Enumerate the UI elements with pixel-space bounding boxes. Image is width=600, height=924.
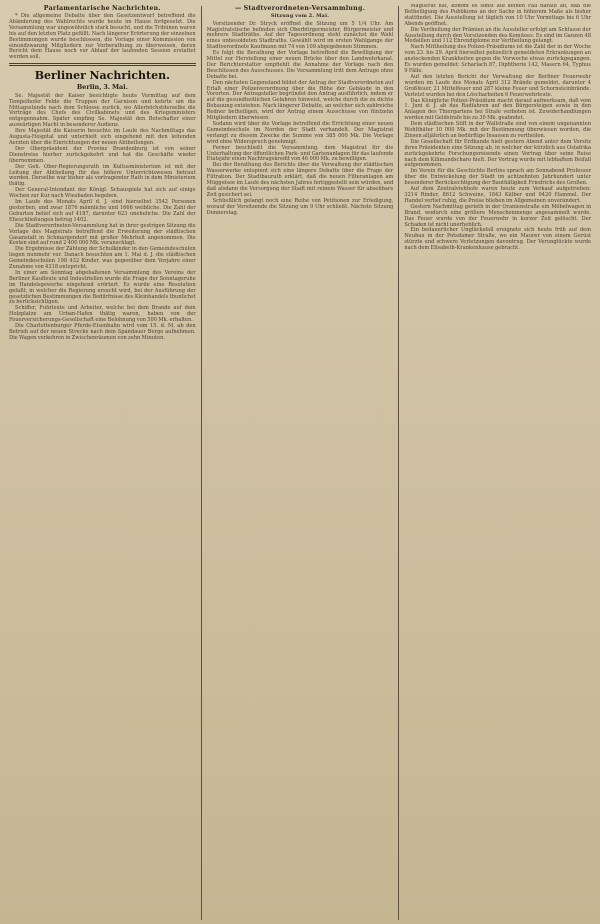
article-paragraph: Magistrat hat, kommt es sonst auf keinen Fall darauf an, daß die Betheiligung des Publikums an der Sache in höherem Maße als bisher stattfindet. Die Ausstellung ist täglich von 10 Uhr Vormittags bis 6 Uhr Abends geöffnet. xyxy=(404,4,592,27)
article-paragraph: Die Gesellschaft für Erdkunde hielt gestern Abend unter dem Vorsitz ihres Präsidenten eine Sitzung ab, in welcher der kürzlich aus Ostafrika zurückgekehrte Forschungsreisende einen Vortrag über seine Reise nach dem Kilimandscharo hielt. Der Vortrag wurde mit lebhaftem Beifall aufgenommen. xyxy=(404,138,592,169)
column-2 xyxy=(202,4,399,922)
article-paragraph: Der Geh. Ober-Regierungsrath im Kultusministerium ist mit der Leitung der Abtheilung für das höhere Unterrichtswesen betraut worden. Derselbe war bisher als vortragender Rath in dem Ministerium thätig. xyxy=(9,163,196,188)
article-paragraph: Das Königliche Polizei-Präsidium macht darauf aufmerksam, daß vom 1. Juni d. J. ab das Radfahren auf den Bürgersteigen sowie in den Anlagen des Thiergartens bei Strafe verboten ist. Zuwiderhandlungen werden mit Geldstrafe bis zu 30 Mk. geahndet. xyxy=(404,97,592,122)
columns xyxy=(4,4,596,922)
article-paragraph: Auf den letzten Bericht der Verwaltung der Berliner Feuerwehr wurden im Laufe des Monats April 312 Brände gemeldet, darunter 4 Großfeuer, 21 Mittelfeuer und 287 kleine Feuer und Schornsteinbrände. Verletzt wurden bei den Löscharbeiten 6 Feuerwehrleute. xyxy=(404,73,592,98)
article-paragraph: Gestern Nachmittag gerieth in der Oranienstraße ein Möbelwagen in Brand, wodurch eine größere Menschenmenge angesammelt wurde. Das Feuer wurde von der Feuerwehr in kurzer Zeit gelöscht. Der Schaden ist nicht unerheblich. xyxy=(404,203,592,228)
article-paragraph: Auf dem Zentralviehhofe waren heute zum Verkauf aufgetrieben: 3214 Rinder, 8612 Schweine, 1843 Kälber und 9420 Hammel. Der Handel verlief ruhig, die Preise blieben im Allgemeinen unverändert. xyxy=(404,186,592,204)
column-3 xyxy=(399,4,596,922)
dateline: Berlin, 3. Mai. xyxy=(76,83,128,92)
article-paragraph: In einer am Sonntag abgehaltenen Versammlung des Vereins der Berliner Kaufleute und Industriellen wurde die Frage der Sonntagsruhe im Handelsgewerbe eingehend erörtert. Es wurde eine Resolution gefaßt, in welcher die Regierung ersucht wird, bei der Ausführung der gesetzlichen Bestimmungen die Bedürfnisse des Kleinhandels thunlichst zu berücksichtigen. xyxy=(9,269,196,306)
column-1 xyxy=(4,4,201,922)
article-paragraph: Die Stadtverordneten-Versammlung hat in ihrer gestrigen Sitzung die Vorlage des Magistrats betreffend die Erweiterung der städtischen Gasanstalt in Schmargendorf mit großer Mehrheit angenommen. Die Kosten sind auf rund 2 400 000 Mk. veranschlagt. xyxy=(9,222,196,247)
article-paragraph: Es folgt die Berathung der Vorlage betreffend die Bewilligung der Mittel zur Herstellung einer neuen Brücke über den Landwehrkanal. Der Berichterstatter empfiehlt die Annahme der Vorlage nach den Beschlüssen des Ausschusses. Die Versammlung tritt dem Antrage ohne Debatte bei. xyxy=(206,50,394,80)
article-paragraph: Ihre Majestät die Kaiserin besuchte im Laufe des Nachmittags das Augusta-Hospital und unterhielt sich eingehend mit den leitenden Aerzten über die Einrichtungen der neuen Abtheilungen. xyxy=(9,128,196,146)
article-paragraph: Im Laufe des Monats April d. J. sind hierselbst 3542 Personen gestorben, und zwar 1876 männliche und 1666 weibliche. Die Zahl der Geburten belief sich auf 4187, darunter 623 uneheliche. Die Zahl der Eheschließungen betrug 1402. xyxy=(9,199,196,223)
article-paragraph: Die Vertheilung der Prämien an die Aussteller erfolgt am Schlusse der Ausstellung durch den Vorsitzenden des Komitees. Es sind im Ganzen 48 Medaillen und 112 Ehrendiplome zur Vertheilung gelangt. xyxy=(404,26,592,45)
council-subheading: Sitzung vom 2. Mai. xyxy=(270,13,330,19)
article-paragraph: Bei der Berathung des Berichts über die Verwaltung der städtischen Wasserwerke entspinnt sich eine längere Debatte über die Frage der Filtration. Der Stadtbaurath erklärt, daß die neuen Filteranlagen am Müggelsee im Laufe des nächsten Jahres fertiggestellt sein würden, und daß alsdann die Versorgung der Stadt mit reinem Wasser für absehbare Zeit gesichert sei. xyxy=(206,162,394,198)
article-paragraph: Schiffer, Fuhrleute und Arbeiter, welche bei dem Brande auf dem Holzplatze am Urban-Hafen thätig waren, haben von der Feuerversicherungs-Gesellschaft eine Belohnung von 500 Mk. erhalten. xyxy=(9,305,196,324)
article-paragraph: Sodann wird über die Vorlage betreffend die Errichtung einer neuen Gemeindeschule im Norden der Stadt verhandelt. Der Magistrat verlangt zu diesem Zwecke die Summe von 385 000 Mk. Die Vorlage wird ohne Widerspruch genehmigt. xyxy=(206,121,394,145)
article-paragraph: Die Charlottenburger Pferde-Eisenbahn wird vom 15. d. M. ab den Betrieb auf der neuen Strecke nach dem Spandauer Berge aufnehmen. Die Wagen verkehren in Zwischenräumen von zehn Minuten. xyxy=(9,323,196,341)
article-paragraph: Se. Majestät der Kaiser besichtigte heute Vormittag auf dem Tempelhofer Felde die Truppen der Garnison und kehrte um die Mittagsstunde nach dem Schlosse zurück, wo Allerhöchstderselbe die Vorträge des Chefs des Civilkabinets und des Kriegsministers entgegennahm. Später empfing Se. Majestät den Botschafter einer auswärtigen Macht in besonderer Audienz. xyxy=(9,92,196,129)
article-paragraph: Im Verein für die Geschichte Berlins sprach am Sonnabend Professor über die Entwickelung der Stadt im achtzehnten Jahrhundert unter besonderer Berücksichtigung der Bauthätigkeit Friedrichs des Großen. xyxy=(404,168,592,187)
council-heading: — Stadtverordneten-Versammlung. xyxy=(234,5,366,12)
article-paragraph: Vorsitzender Dr. Stryck eröffnet die Sitzung um 5 1/4 Uhr. Am Magistratstische befinden sich Oberbürgermeister, Bürgermeister und mehrere Stadträthe. Auf der Tagesordnung steht zunächst die Wahl eines unbesoldeten Stadtraths. Gewählt wird im ersten Wahlgange der Stadtverordnete Kaufmann mit 74 von 109 abgegebenen Stimmen. xyxy=(206,20,394,51)
parliament-heading: Parlamentarische Nachrichten. xyxy=(43,5,161,12)
article-paragraph: Den nächsten Gegenstand bildet der Antrag der Stadtverordneten auf Erlaß einer Polizeiverordnung über die Höhe der Gebäude in den Vororten. Der Antragsteller begründet den Antrag ausführlich, indem er auf die gesundheitlichen Gefahren hinweist, welche durch die zu dichte Bebauung entstehen. Nach längerer Debatte, an welcher sich zahlreiche Redner betheiligen, wird der Antrag einem Ausschusse von fünfzehn Mitgliedern überwiesen. xyxy=(206,79,394,122)
article-paragraph: Dem städtischen Stift in der Wallstraße sind von einem ungenannten Wohlthäter 10 000 Mk. mit der Bestimmung überwiesen worden, die Zinsen alljährlich an bedürftige Insassen zu vertheilen. xyxy=(404,121,592,139)
article-paragraph: Der General-Intendant der Königl. Schauspiele hat sich auf einige Wochen zur Kur nach Wiesbaden begeben. xyxy=(9,187,196,200)
berlin-news-heading: Berliner Nachrichten. xyxy=(34,69,170,83)
article-paragraph: Nach Mittheilung des Polizei-Präsidiums ist die Zahl der in der Woche vom 23. bis 29. April hierselbst polizeilich gemeldeten Erkrankungen an ansteckenden Krankheiten gegen die Vorwoche etwas zurückgegangen. Es wurden gemeldet: Scharlach 87, Diphtherie 142, Masern 64, Typhus 9 Fälle. xyxy=(404,44,592,74)
article-paragraph: Die Ergebnisse der Zählung der Schulkinder in den Gemeindeschulen liegen nunmehr vor. Danach besuchten am 1. Mai d. J. die städtischen Gemeindeschulen 198 432 Kinder, was gegenüber dem Vorjahre einer Zunahme von 4318 entspricht. xyxy=(9,246,196,271)
article-paragraph: Ein bedauerlicher Unglücksfall ereignete sich heute früh auf dem Neubau in der Potsdamer Straße, wo ein Maurer von einem Gerüst stürzte und schwere Verletzungen davontrug. Der Verunglückte wurde nach dem Elisabeth-Krankenhause gebracht. xyxy=(404,227,592,252)
article-paragraph: Der Oberpräsident der Provinz Brandenburg ist von seiner Dienstreise hierher zurückgekehrt und hat die Geschäfte wieder übernommen. xyxy=(9,145,196,164)
parliament-text: * Die allgemeine Debatte über den Gesetzentwurf betreffend die Abänderung des Wahlrechts wurde heute im Hause fortgesetzt. Die Versammlung war ungewöhnlich stark besucht, und die Tribünen waren bis auf den letzten Platz gefüllt. Nach längerer Erörterung der einzelnen Bestimmungen wurde beschlossen, die Vorlage einer Kommission von einundzwanzig Mitgliedern zur Vorberathung zu überweisen, deren Bericht dem Hause noch vor Ablauf der laufenden Session erstattet werden soll. xyxy=(9,13,196,61)
separator xyxy=(9,63,196,66)
article-paragraph: Ferner beschließt die Versammlung, dem Magistrat für die Unterhaltung der öffentlichen Park- und Gartenanlagen für das laufende Etatsjahr einen Nachtragskredit von 46 000 Mk. zu bewilligen. xyxy=(206,144,394,163)
article-paragraph: Schließlich gelangt noch eine Reihe von Petitionen zur Erledigung, worauf der Vorsitzende die Sitzung um 9 Uhr schließt. Nächste Sitzung Donnerstag. xyxy=(206,197,394,216)
